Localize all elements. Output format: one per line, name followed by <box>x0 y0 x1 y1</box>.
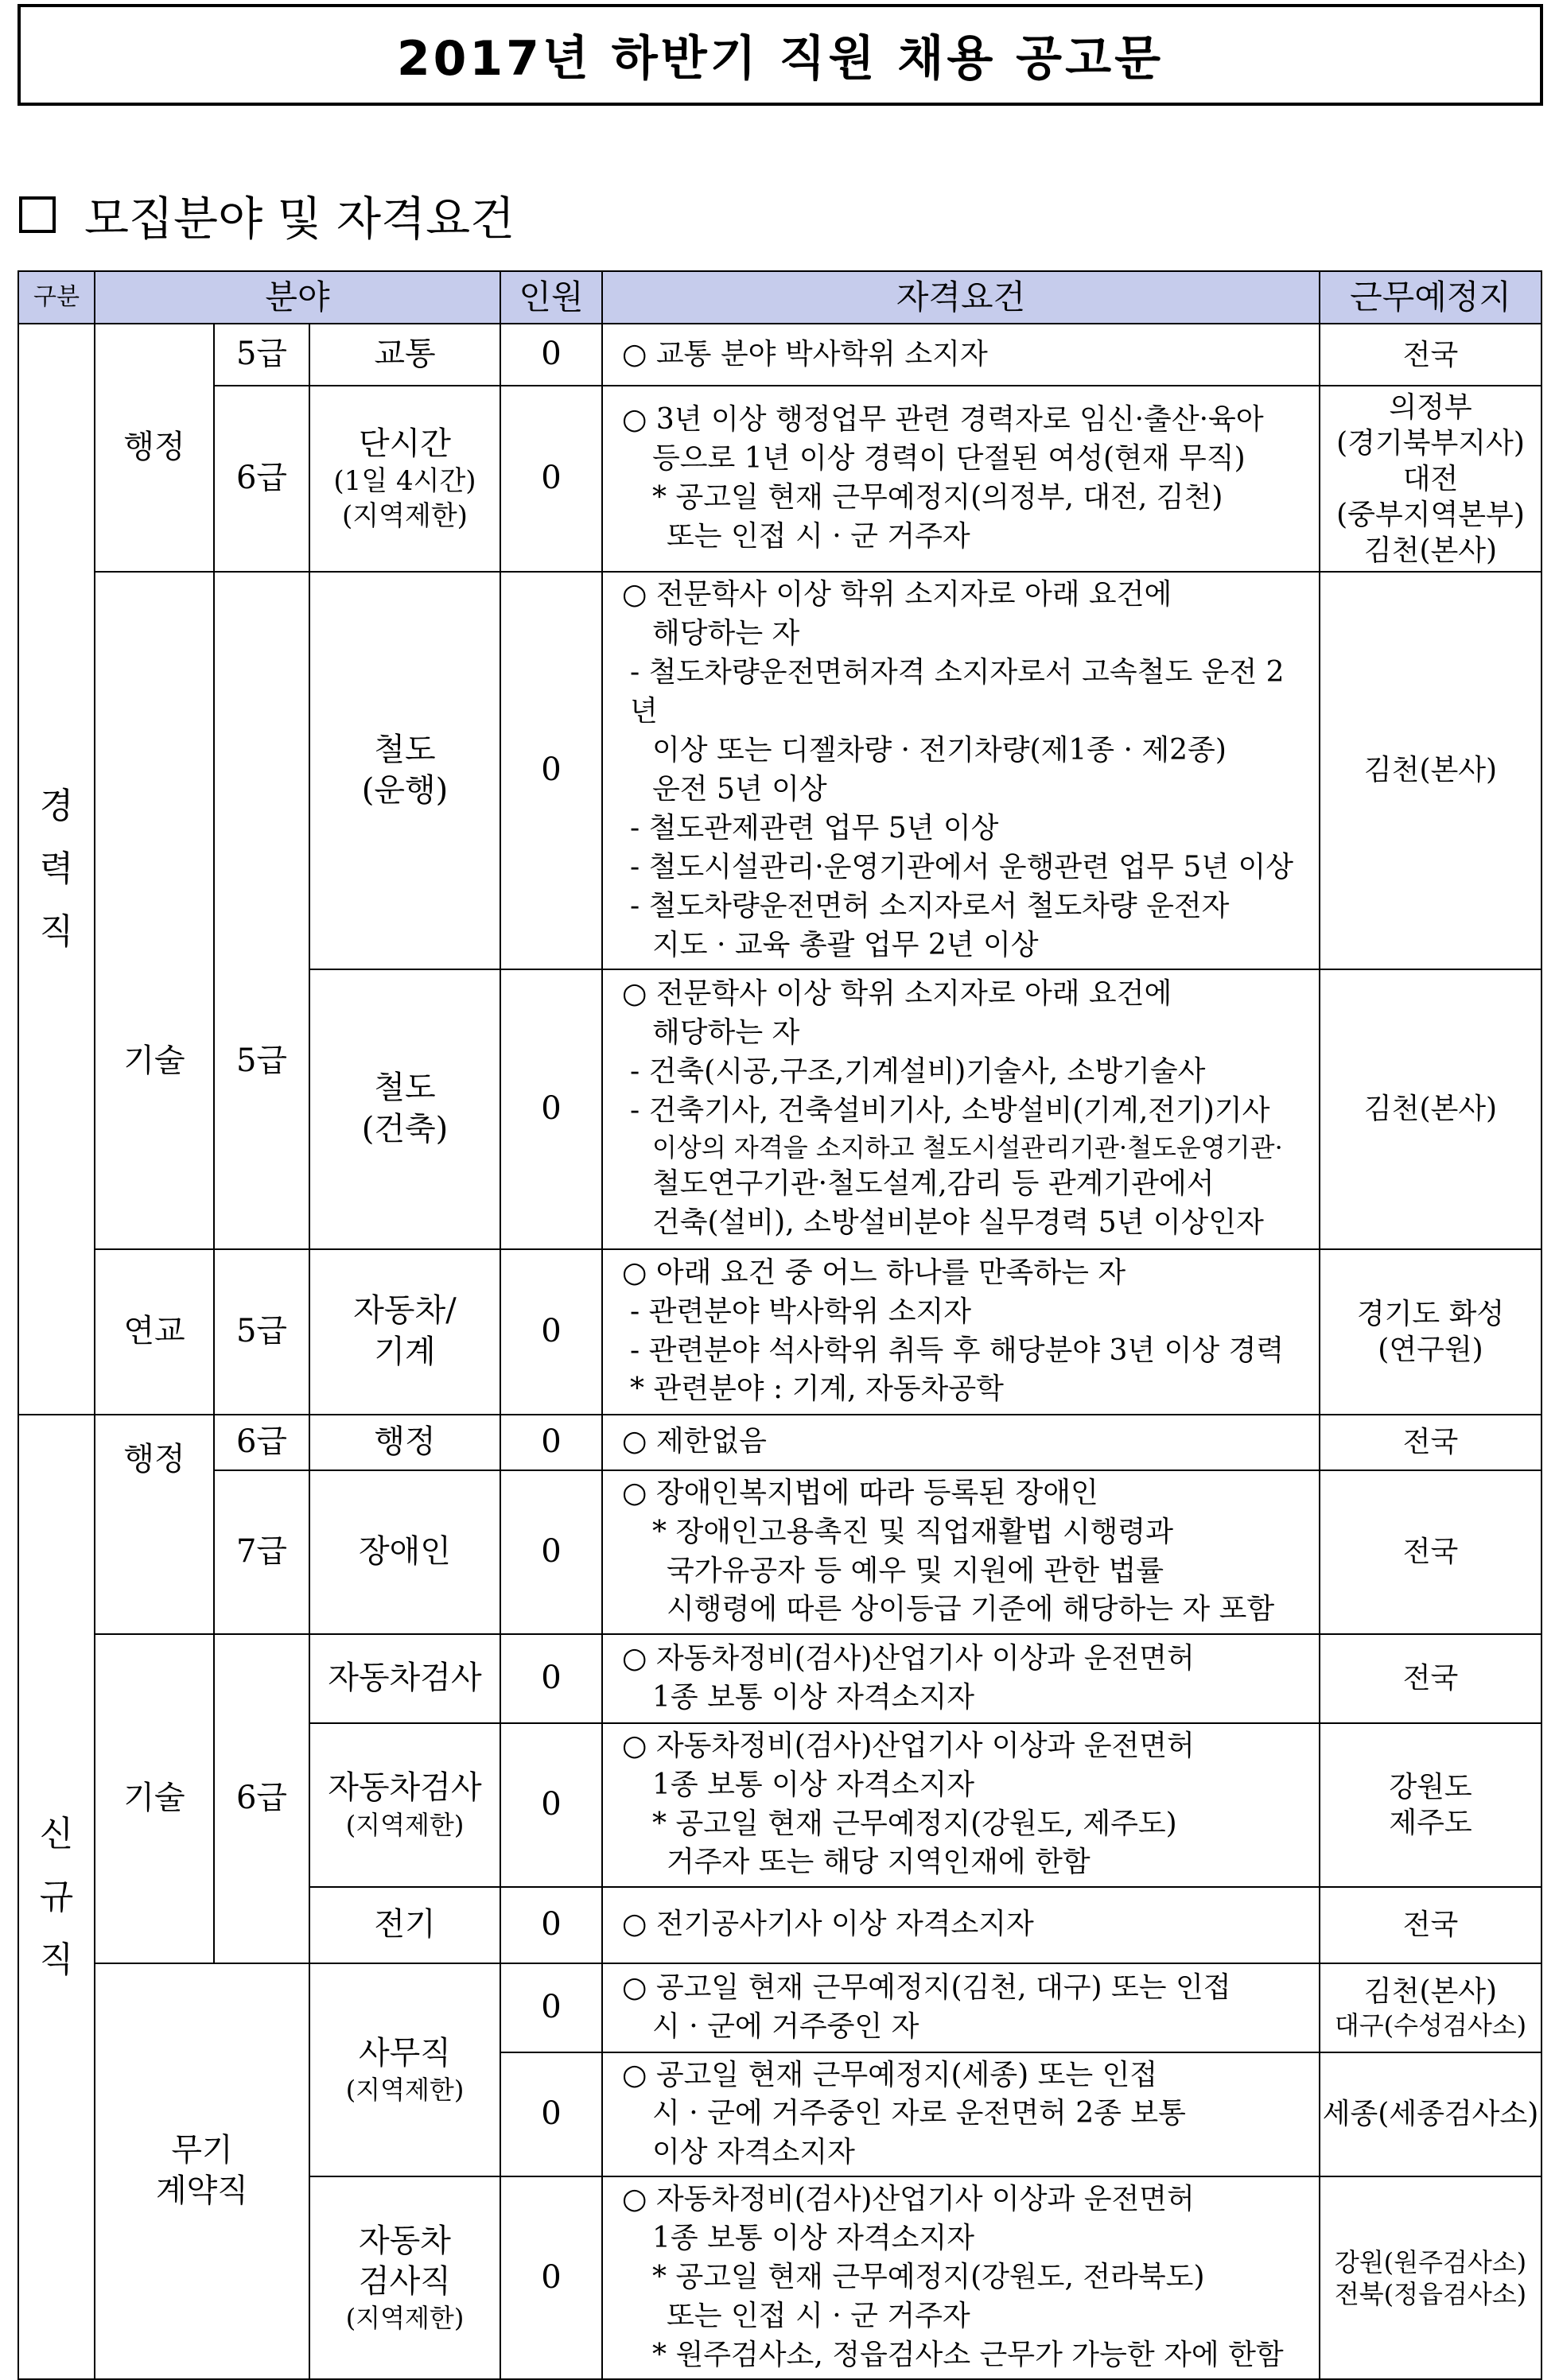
field: 장애인 <box>309 1470 500 1634</box>
checkbox-square-icon <box>19 196 56 233</box>
requirements: ○ 아래 요건 중 어느 하나를 만족하는 자 - 관련분야 박사학위 소지자 - 관련분야 석사학위 취득 후 해당분야 3년 이상 경력 * 관련분야 : 기계, 자동차공학 <box>602 1249 1320 1415</box>
location: 강원도 제주도 <box>1320 1723 1542 1887</box>
table-row <box>18 1634 1542 1723</box>
count: 0 <box>500 1887 602 1963</box>
count: 0 <box>500 1249 602 1415</box>
count: 0 <box>500 1415 602 1470</box>
field: 자동차 검사직 (지역제한) <box>309 2176 500 2379</box>
location: 의정부 (경기북부지사) 대전 (중부지역본부) 김천(본사) <box>1320 386 1542 572</box>
location: 경기도 화성 (연구원) <box>1320 1249 1542 1415</box>
page-title: 2017년 하반기 직원 채용 공고문 <box>17 4 1543 106</box>
count: 0 <box>500 1723 602 1887</box>
count: 0 <box>500 1470 602 1634</box>
location: 전국 <box>1320 1415 1542 1470</box>
table-row <box>18 1249 1542 1415</box>
sub-research: 연교 <box>95 1249 214 1415</box>
field: 단시간 (1일 4시간) (지역제한) <box>309 386 500 572</box>
location: 전국 <box>1320 1887 1542 1963</box>
grade: 5급 <box>214 1249 309 1415</box>
field: 자동차/ 기계 <box>309 1249 500 1415</box>
location: 전국 <box>1320 1634 1542 1723</box>
section-heading <box>19 179 515 250</box>
header-location: 근무예정지 <box>1320 271 1542 324</box>
count: 0 <box>500 1634 602 1723</box>
requirements: ○ 자동차정비(검사)산업기사 이상과 운전면허 1종 보통 이상 자격소지자 <box>602 1634 1320 1723</box>
requirements: ○ 자동차정비(검사)산업기사 이상과 운전면허 1종 보통 이상 자격소지자 * 공고일 현재 근무예정지(강원도, 제주도) 거주자 또는 해당 지역인재에 한함 <box>602 1723 1320 1887</box>
sub-admin: 행정 <box>95 324 214 572</box>
header-count: 인원 <box>500 271 602 324</box>
count: 0 <box>500 2176 602 2379</box>
location: 김천(본사) <box>1320 572 1542 969</box>
grade: 7급 <box>214 1470 309 1634</box>
requirements: ○ 제한없음 <box>602 1415 1320 1470</box>
requirements: ○ 3년 이상 행정업무 관련 경력자로 임신·출산·육아 등으로 1년 이상 경력이 단절된 여성(현재 무직) * 공고일 현재 근무예정지(의정부, 대전, 김천) 또는 인접 시 · 군 거주자 <box>602 386 1320 572</box>
sub-tech: 기술 <box>95 572 214 1249</box>
grade: 6급 <box>214 1634 309 1963</box>
location: 김천(본사) <box>1320 969 1542 1249</box>
field: 행정 <box>309 1415 500 1470</box>
requirements: ○ 전문학사 이상 학위 소지자로 아래 요건에 해당하는 자 - 철도차량운전면허자격 소지자로서 고속철도 운전 2년 이상 또는 디젤차량 · 전기차량(제1종 · 제2종) 운전 5년 이상 - 철도관제관련 업무 5년 이상 - 철도시설관리·운영기관에서 운행관련 업무 5년 이상 - 철도차량운전면허 소지자로서 철도차량 운전자 지도 · 교육 총괄 업무 2년 이상 <box>602 572 1320 969</box>
header-requirements: 자격요건 <box>602 271 1320 324</box>
table-row <box>18 324 1542 386</box>
count: 0 <box>500 572 602 969</box>
section-heading-text: 모집분야 및 자격요건 <box>84 192 515 246</box>
table-row <box>18 1963 1542 2052</box>
requirements: ○ 자동차정비(검사)산업기사 이상과 운전면허 1종 보통 이상 자격소지자 * 공고일 현재 근무예정지(강원도, 전라북도) 또는 인접 시 · 군 거주자 * 원주검사소, 정읍검사소 근무가 가능한 자에 한함 <box>602 2176 1320 2379</box>
field: 자동차검사 <box>309 1634 500 1723</box>
sub-tech: 기술 <box>95 1634 214 1963</box>
count: 0 <box>500 969 602 1249</box>
location: 전국 <box>1320 1470 1542 1634</box>
table-header-row <box>18 271 1542 324</box>
requirements: ○ 장애인복지법에 따라 등록된 장애인 * 장애인고용촉진 및 직업재활법 시행령과 국가유공자 등 예우 및 지원에 관한 법률 시행령에 따른 상이등급 기준에 해당하는 자 포함 <box>602 1470 1320 1634</box>
count: 0 <box>500 324 602 386</box>
field: 자동차검사 (지역제한) <box>309 1723 500 1887</box>
field: 교통 <box>309 324 500 386</box>
grade: 5급 <box>214 572 309 1249</box>
sub-admin: 행정 <box>95 1415 214 1634</box>
field: 사무직 (지역제한) <box>309 1963 500 2177</box>
field: 전기 <box>309 1887 500 1963</box>
grade: 6급 <box>214 1415 309 1470</box>
location: 전국 <box>1320 324 1542 386</box>
requirements: ○ 교통 분야 박사학위 소지자 <box>602 324 1320 386</box>
requirements: ○ 전문학사 이상 학위 소지자로 아래 요건에 해당하는 자 - 건축(시공,구조,기계설비)기술사, 소방기술사 - 건축기사, 건축설비기사, 소방설비(기계,전기)기사 이상의 자격을 소지하고 철도시설관리기관·철도운영기관· 철도연구기관·철도설계,감리 등 관계기관에서 건축(설비), 소방설비분야 실무경력 5년 이상인자 <box>602 969 1320 1249</box>
requirements: ○ 공고일 현재 근무예정지(김천, 대구) 또는 인접 시 · 군에 거주중인 자 <box>602 1963 1320 2052</box>
category-career: 경 력 직 <box>18 324 95 1415</box>
table-row <box>18 1415 1542 1470</box>
count: 0 <box>500 2052 602 2177</box>
requirements: ○ 공고일 현재 근무예정지(세종) 또는 인접 시 · 군에 거주중인 자로 운전면허 2종 보통 이상 자격소지자 <box>602 2052 1320 2177</box>
field: 철도 (운행) <box>309 572 500 969</box>
table-row <box>18 1470 1542 1634</box>
count: 0 <box>500 1963 602 2052</box>
sub-contract: 무기 계약직 <box>95 1963 309 2380</box>
table-row <box>18 386 1542 572</box>
header-type: 구분 <box>18 271 95 324</box>
grade: 6급 <box>214 386 309 572</box>
location: 강원(원주검사소) 전북(정읍검사소) <box>1320 2176 1542 2379</box>
category-new: 신 규 직 <box>18 1415 95 2380</box>
recruitment-table <box>17 270 1542 2380</box>
header-field: 분야 <box>95 271 500 324</box>
field: 철도 (건축) <box>309 969 500 1249</box>
location: 김천(본사) 대구(수성검사소) <box>1320 1963 1542 2052</box>
requirements: ○ 전기공사기사 이상 자격소지자 <box>602 1887 1320 1963</box>
count: 0 <box>500 386 602 572</box>
table-row <box>18 572 1542 969</box>
location: 세종(세종검사소) <box>1320 2052 1542 2177</box>
grade: 5급 <box>214 324 309 386</box>
